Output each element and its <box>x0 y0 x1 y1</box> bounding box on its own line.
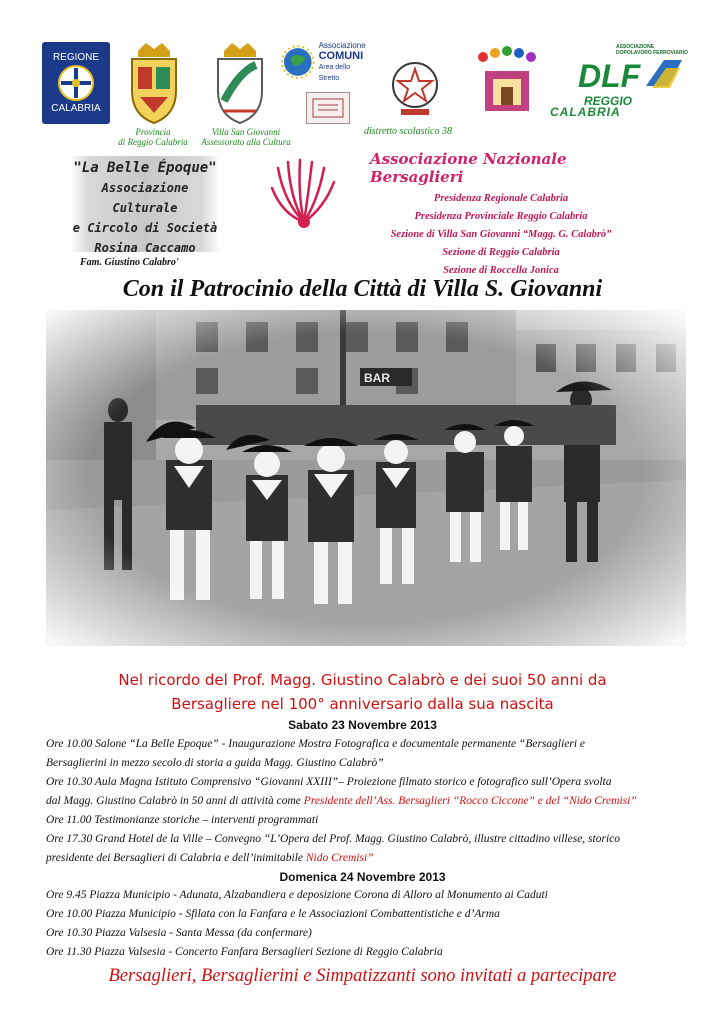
villa-caption: Villa San Giovanni Assessorato alla Cultura <box>201 127 291 147</box>
belle-epoque-block <box>70 156 220 255</box>
bersaglieri-title: Associazione Nazionale Bersaglieri <box>370 150 567 186</box>
program-line: Ore 9.45 Piazza Municipio - Adunata, Alzabandiera e deposizione Corona di Alloro al Monumento ai Caduti <box>46 889 548 901</box>
belle-epoque-line4: Rosina Caccamo <box>94 241 196 255</box>
bersaglieri-plume-icon <box>262 150 346 234</box>
program-line: Ore 11.30 Piazza Valsesia - Concerto Fanfara Bersaglieri Sezione di Reggio Calabria <box>46 946 443 958</box>
program-line: dal Magg. Giustino Calabrò in 50 anni di attività come Presidente dell’Ass. Bersaglieri “Rocco Ciccone” e del “Nido Cremisi” <box>46 795 637 807</box>
regione-calabria-logo <box>42 42 110 124</box>
bersaglieri-line: Presidenza Provinciale Reggio Calabria <box>414 211 588 222</box>
dlf-swoosh-icon <box>642 56 686 92</box>
saturday-title: Sabato 23 Novembre 2013 <box>288 718 437 732</box>
villa-san-giovanni-crest-icon <box>208 40 272 126</box>
dlf-sub1: REGGIO <box>584 94 633 108</box>
calabria-label: CALABRIA <box>51 103 101 114</box>
associazione-comuni-logo <box>280 42 372 82</box>
belle-epoque-line3: e Circolo di Società <box>72 221 218 235</box>
dlf-logo <box>550 44 688 120</box>
bersaglieri-line: Sezione di Villa San Giovanni “Magg. G. Calabrò” <box>390 229 612 240</box>
dlf-big-label: DLF <box>578 58 641 94</box>
memorial-text <box>0 668 725 716</box>
highlight-red: Nido Cremisi” <box>305 852 374 864</box>
program-line: Ore 10.00 Piazza Municipio - Sfilata con la Fanfara e le Associazioni Combattentistiche e d’Arma <box>46 908 500 920</box>
program-line: presidente dei Bersaglieri di Calabria e dell’inimitabile Nido Cremisi” <box>46 852 374 864</box>
dlf-small-label: ASSOCIAZIONE DOPOLAVORO FERROVIARIO <box>616 44 688 56</box>
comuni-line3: Area dello Stretto <box>318 64 351 82</box>
program-line: Ore 11.00 Testimonianze storiche – interventi programmati <box>46 814 319 826</box>
highlight-red: Presidente dell’Ass. Bersaglieri “Rocco Ciccone” e del “Nido Cremisi” <box>303 795 637 807</box>
program-line: Ore 10.30 Aula Magna Istituto Comprensivo “Giovanni XXIII”– Proiezione filmato storico e fotografico sull’Opera svolta <box>46 776 612 788</box>
saturday-program <box>46 735 686 868</box>
regione-label: REGIONE <box>52 52 100 63</box>
dlf-sub2: CALABRIA <box>550 105 621 119</box>
provincia-crest-icon <box>122 40 186 126</box>
globe-icon <box>280 44 316 80</box>
provincia-caption: Provincia di Reggio Calabria <box>118 127 188 147</box>
bersaglieri-line: Presidenza Regionale Calabria <box>433 193 569 204</box>
memorial-line1: Nel ricordo del Prof. Magg. Giustino Calabrò e dei suoi 50 anni da <box>118 671 607 689</box>
stamp-image-icon <box>306 92 350 124</box>
patrocinio-heading: Con il Patrocinio della Città di Villa S. Giovanni <box>122 276 603 302</box>
program-line: Bersaglierini in mezzo secolo di storia a guida Magg. Giustino Calabrò” <box>46 757 384 769</box>
bersaglieri-line: Sezione di Roccella Jonica <box>443 265 559 276</box>
school-logo-icon <box>470 44 544 120</box>
bersaglieri-line: Sezione di Reggio Calabria <box>442 247 560 258</box>
sunday-program <box>46 886 686 962</box>
distretto-caption: distretto scolastico 38 <box>364 126 452 137</box>
comuni-line2: COMUNI <box>318 50 364 62</box>
family-caption: Fam. Giustino Calabro' <box>80 257 179 268</box>
memorial-line2: Bersagliere nel 100° anniversario dalla sua nascita <box>171 695 554 713</box>
sunday-title: Domenica 24 Novembre 2013 <box>279 870 446 884</box>
program-line: Ore 10.00 Salone “La Belle Epoque” - Inaugurazione Mostra Fotografica e documentale permanente “Bersaglieri e <box>46 738 586 750</box>
belle-epoque-line1: "La Belle Époque" <box>73 160 217 176</box>
program-line: Ore 17.30 Grand Hotel de la Ville – Convegno “L’Opera del Prof. Magg. Giustino Calabrò, illustre cittadino villese, storico <box>46 833 620 845</box>
comuni-line1: Associazione <box>318 41 366 50</box>
italian-republic-emblem-icon <box>386 56 444 120</box>
belle-epoque-line2: Associazione Culturale <box>101 181 189 215</box>
bersaglieri-block <box>356 150 646 280</box>
calabria-emblem-icon <box>56 63 96 103</box>
historic-parade-photo <box>46 310 686 646</box>
program-line: Ore 10.30 Piazza Valsesia - Santa Messa (da confermare) <box>46 927 312 939</box>
closing-invitation: Bersaglieri, Bersaglierini e Simpatizzanti sono invitati a partecipare <box>108 966 617 986</box>
